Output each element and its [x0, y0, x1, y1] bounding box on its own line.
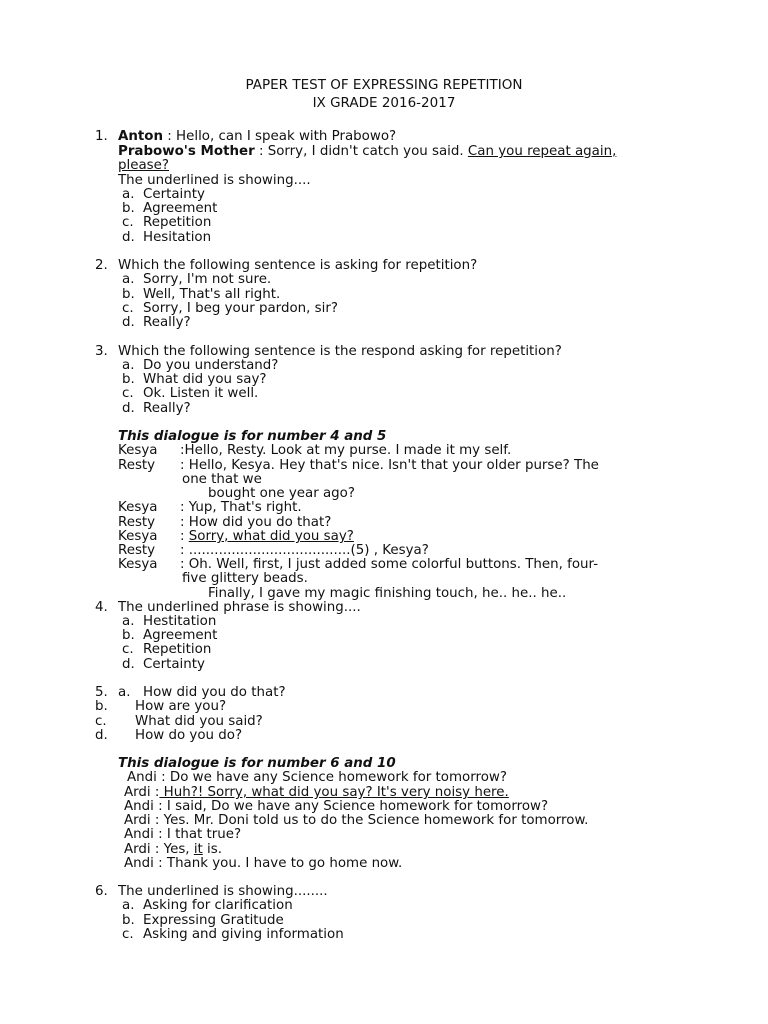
- speaker-text: Ardi :: [124, 785, 160, 800]
- question-number: 3.: [95, 344, 108, 359]
- option-letter: a.: [122, 614, 135, 629]
- option-letter: c.: [95, 714, 107, 729]
- option-text: What did you said?: [135, 714, 263, 729]
- option-text: Hestitation: [143, 614, 217, 629]
- underlined-word: it: [193, 842, 203, 857]
- dialogue-line: Andi : I that true?: [124, 827, 242, 842]
- option-text: Really?: [143, 401, 191, 416]
- option-letter: b.: [122, 628, 135, 643]
- dialogue-line: Andi : Do we have any Science homework for tomorrow?: [127, 770, 507, 785]
- question-text: The underlined phrase is showing....: [118, 600, 361, 615]
- dialogue-heading: This dialogue is for number 6 and 10: [118, 756, 396, 771]
- speaker-text: is.: [202, 842, 223, 857]
- option-letter: a.: [122, 898, 135, 913]
- option-letter: a.: [122, 272, 135, 287]
- speaker-text: : Hello, Kesya. Hey that's nice. Isn't that your older purse? The: [180, 458, 599, 473]
- speaker-name: Resty: [118, 515, 156, 530]
- speaker-text: : ......................................(5) , Kesya?: [180, 543, 429, 558]
- question-number: 2.: [95, 258, 108, 273]
- dialogue-line: Ardi : Yes. Mr. Doni told us to do the Science homework for tomorrow.: [124, 813, 589, 828]
- option-letter: d.: [122, 230, 135, 245]
- option-letter: d.: [122, 401, 135, 416]
- question-number: 4.: [95, 600, 108, 615]
- option-letter: a.: [122, 358, 135, 373]
- option-text: Agreement: [143, 201, 218, 216]
- question-text: The underlined is showing........: [118, 884, 328, 899]
- underlined-phrase: please?: [118, 158, 169, 173]
- question-text: Which the following sentence is asking for repetition?: [118, 258, 478, 273]
- option-text: Asking for clarification: [143, 898, 293, 913]
- option-letter: b.: [122, 287, 135, 302]
- option-letter: b.: [95, 699, 108, 714]
- option-letter: c.: [122, 215, 134, 230]
- speaker-text: :: [180, 529, 189, 544]
- speaker-text: : How did you do that?: [180, 515, 332, 530]
- option-text: How do you do?: [135, 728, 243, 743]
- option-letter: d.: [122, 315, 135, 330]
- option-text: Repetition: [143, 215, 212, 230]
- option-letter: d.: [95, 728, 108, 743]
- speaker-name: Kesya: [118, 443, 158, 458]
- option-text: Ok. Listen it well.: [143, 386, 259, 401]
- dialogue-line: [118, 145, 616, 159]
- speaker-name: Kesya: [118, 557, 158, 572]
- option-text: What did you say?: [143, 372, 267, 387]
- dialogue-line: [118, 130, 396, 144]
- question-number: 6.: [95, 884, 108, 899]
- underlined-phrase: Sorry, what did you say?: [188, 529, 354, 544]
- option-text: How did you do that?: [143, 685, 286, 700]
- option-letter: c.: [122, 301, 134, 316]
- dialogue-line: Andi : Thank you. I have to go home now.: [124, 856, 403, 871]
- question-text: The underlined is showing....: [118, 173, 311, 188]
- speaker-text: : Hello, can I speak with Prabowo?: [163, 129, 397, 144]
- option-letter: a.: [122, 187, 135, 202]
- speaker-text: one that we: [182, 472, 262, 487]
- option-text: Certainty: [143, 187, 205, 202]
- option-text: Certainty: [143, 657, 205, 672]
- underlined-phrase: Huh?! Sorry, what did you say? It's very noisy here.: [159, 785, 509, 800]
- speaker-name: Anton: [118, 129, 164, 144]
- option-text: Agreement: [143, 628, 218, 643]
- option-letter: b.: [122, 372, 135, 387]
- option-text: Sorry, I'm not sure.: [143, 272, 272, 287]
- speaker-text: :Hello, Resty. Look at my purse. I made it my self.: [180, 443, 512, 458]
- speaker-text: bought one year ago?: [208, 486, 355, 501]
- underlined-phrase: Can you repeat again,: [467, 144, 617, 159]
- speaker-name: Resty: [118, 458, 156, 473]
- speaker-name: Prabowo's Mother: [118, 144, 255, 159]
- speaker-name: Resty: [118, 543, 156, 558]
- speaker-text: five glittery beads.: [182, 571, 308, 586]
- option-text: How are you?: [135, 699, 227, 714]
- speaker-text: Ardi : Yes,: [124, 842, 194, 857]
- option-letter: a.: [118, 685, 131, 700]
- option-letter: c.: [122, 642, 134, 657]
- question-number: 1.: [95, 129, 108, 144]
- option-letter: b.: [122, 913, 135, 928]
- speaker-text: : Oh. Well, first, I just added some colorful buttons. Then, four-: [180, 557, 599, 572]
- option-letter: c.: [122, 927, 134, 942]
- option-text: Well, That's all right.: [143, 287, 281, 302]
- option-text: Do you understand?: [143, 358, 279, 373]
- option-text: Expressing Gratitude: [143, 913, 284, 928]
- question-number: 5.: [95, 685, 108, 700]
- option-text: Sorry, I beg your pardon, sir?: [143, 301, 338, 316]
- dialogue-line: Andi : I said, Do we have any Science homework for tomorrow?: [124, 799, 549, 814]
- speaker-text: : Yup, That's right.: [180, 500, 302, 515]
- option-text: Hesitation: [143, 230, 212, 245]
- speaker-name: Kesya: [118, 500, 158, 515]
- option-letter: d.: [122, 657, 135, 672]
- option-letter: c.: [122, 386, 134, 401]
- option-text: Really?: [143, 315, 191, 330]
- option-letter: b.: [122, 201, 135, 216]
- speaker-text: Finally, I gave my magic finishing touch, he.. he.. he..: [208, 586, 567, 601]
- dialogue-heading: This dialogue is for number 4 and 5: [118, 429, 387, 444]
- document-subtitle: IX GRADE 2016-2017: [312, 95, 456, 111]
- option-text: Asking and giving information: [143, 927, 344, 942]
- speaker-text: : Sorry, I didn't catch you said.: [254, 144, 468, 159]
- document-title: PAPER TEST OF EXPRESSING REPETITION: [245, 77, 523, 93]
- speaker-name: Kesya: [118, 529, 158, 544]
- option-text: Repetition: [143, 642, 212, 657]
- question-text: Which the following sentence is the respond asking for repetition?: [118, 344, 562, 359]
